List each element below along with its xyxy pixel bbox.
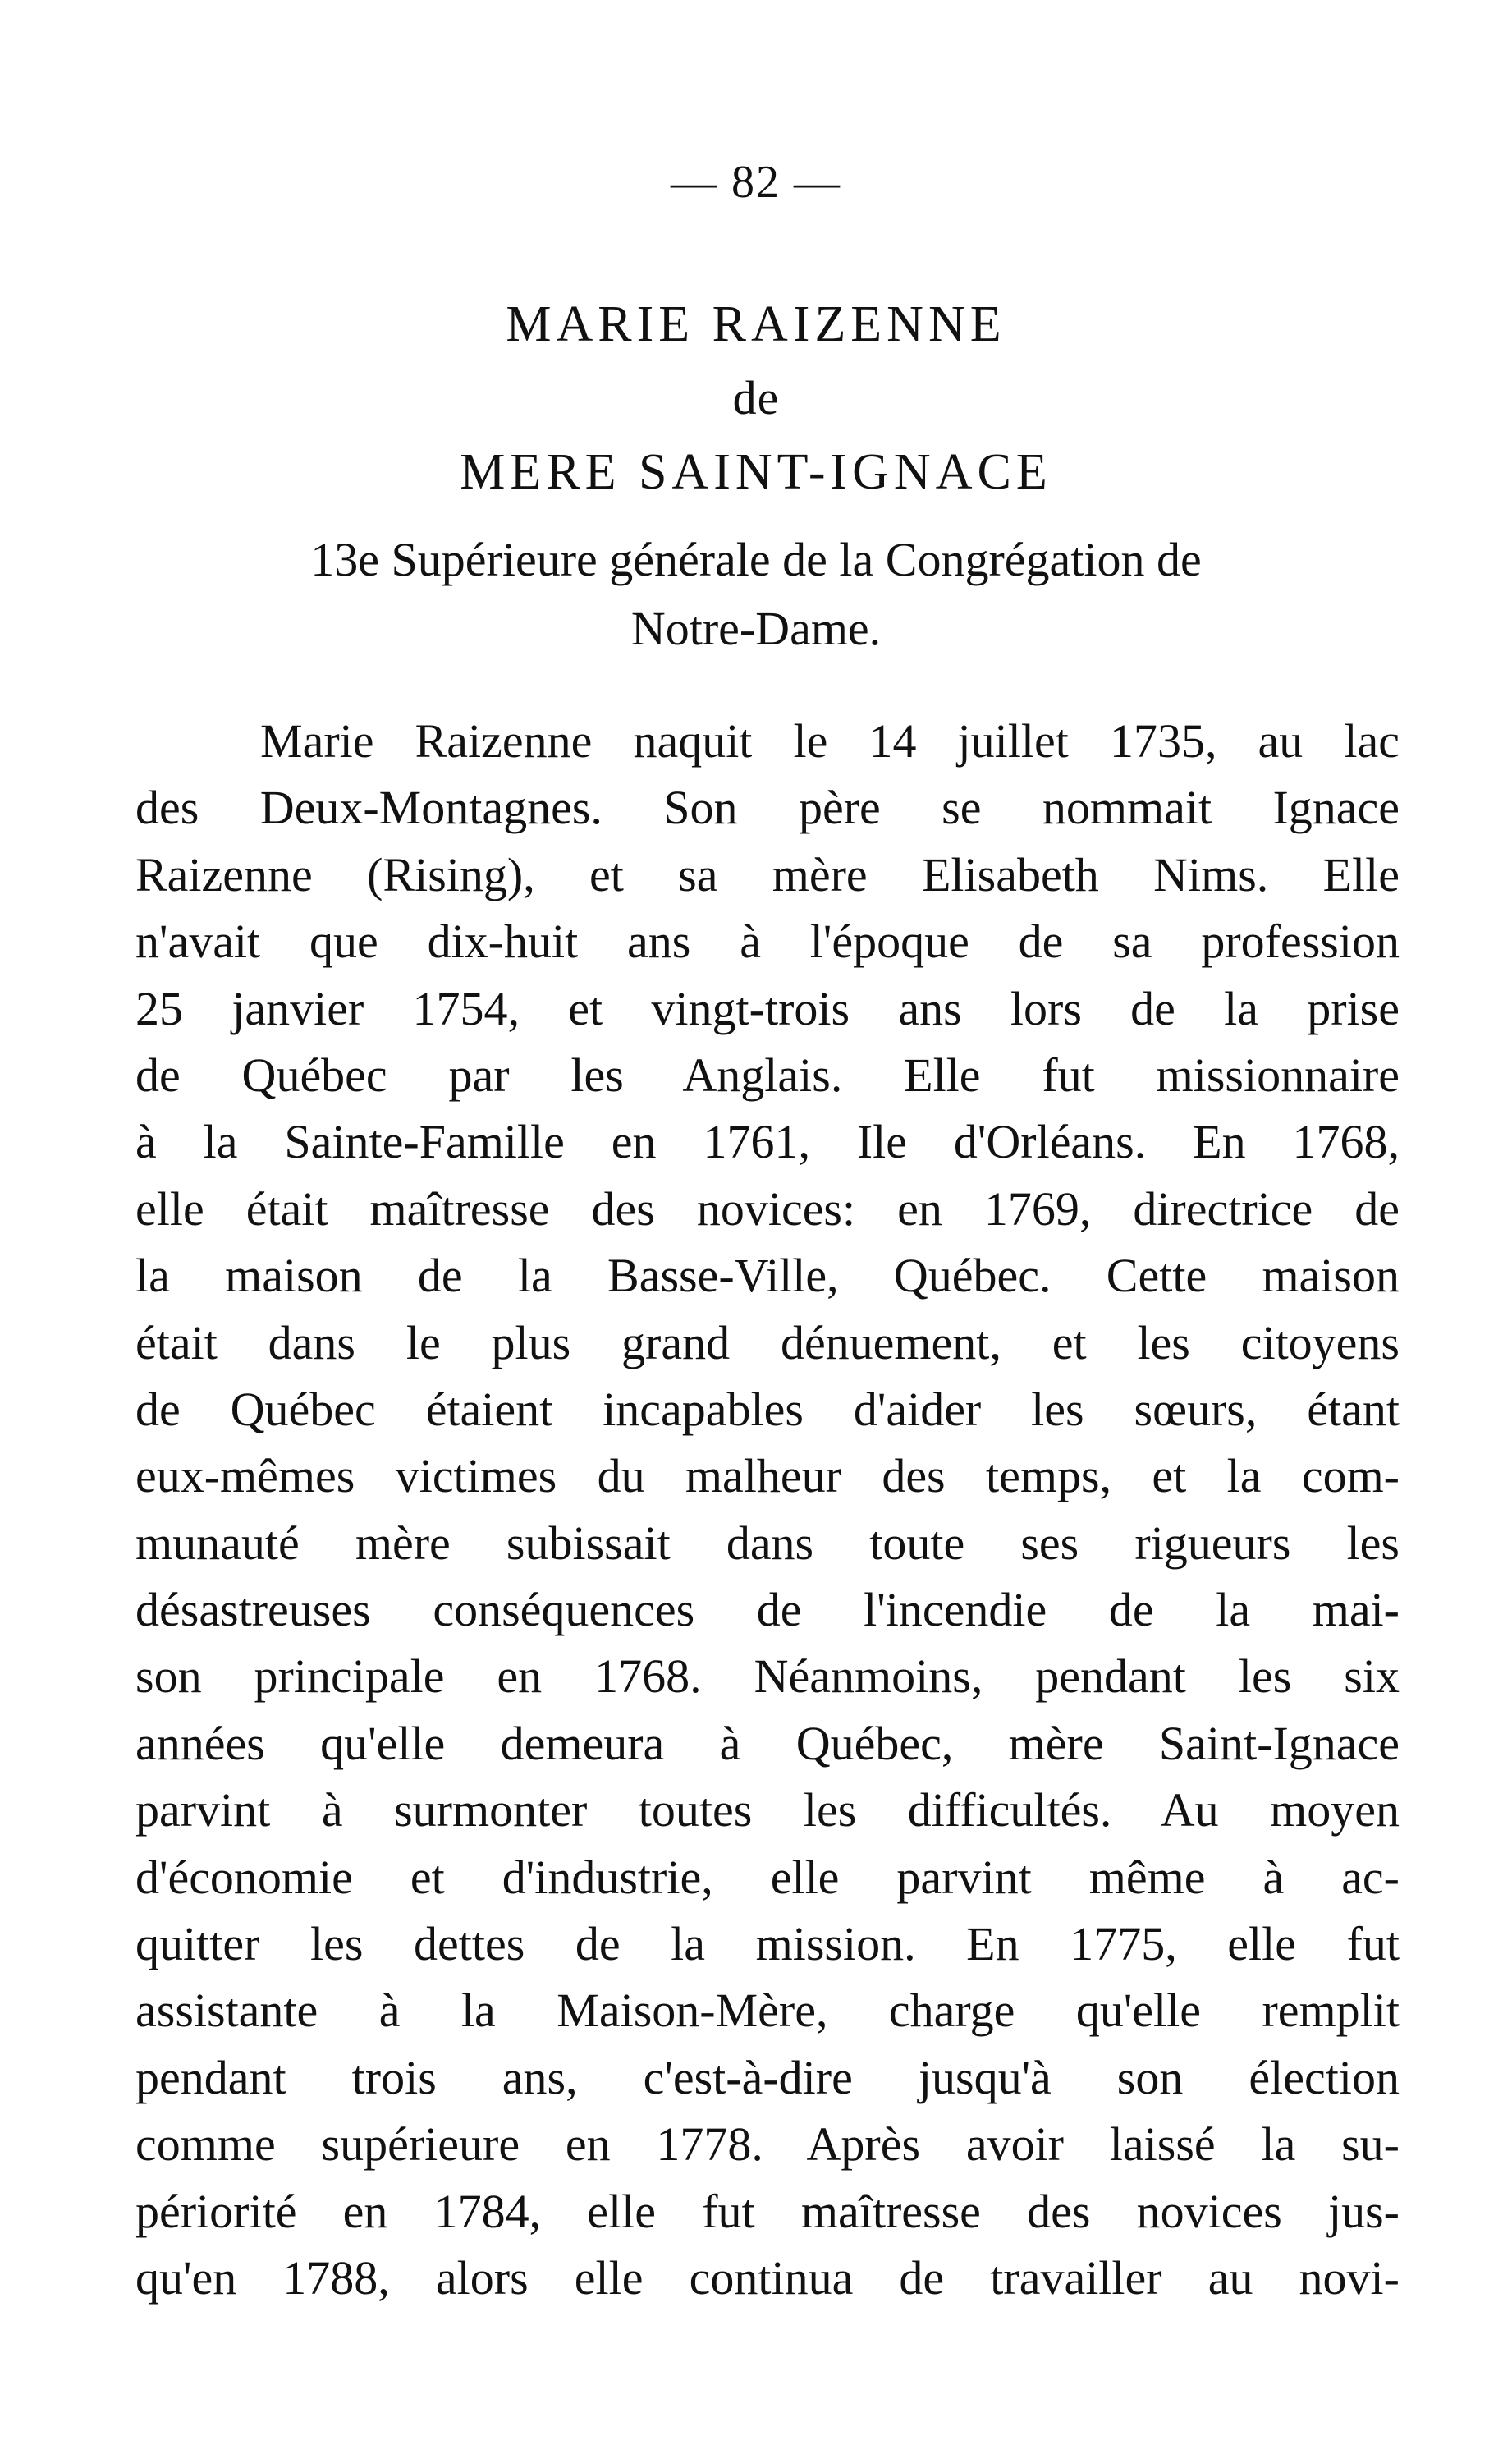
text-line: pendant trois ans, c'est-à-dire jusqu'à son élection bbox=[135, 2050, 1400, 2104]
subtitle-line-2: Notre-Dame. bbox=[630, 602, 882, 655]
subtitle-line-1: 13e Supérieure générale de la Congrégation de bbox=[310, 533, 1202, 586]
text-line: comme supérieure en 1778. Après avoir laissé la su- bbox=[135, 2117, 1400, 2172]
text-line: Raizenne (Rising), et sa mère Elisabeth Nims. Elle bbox=[135, 847, 1400, 901]
title-connector: de bbox=[732, 371, 780, 424]
chapter-title bbox=[0, 287, 1512, 509]
text-line: des Deux-Montagnes. Son père se nommait Ignace bbox=[135, 781, 1400, 835]
text-line: 25 janvier 1754, et vingt-trois ans lors de la prise bbox=[135, 981, 1400, 1035]
text-line: parvint à surmonter toutes les difficultés. Au moyen bbox=[135, 1783, 1400, 1837]
text-line: à la Sainte-Famille en 1761, Ile d'Orléans. En 1768, bbox=[135, 1115, 1400, 1169]
text-line: la maison de la Basse-Ville, Québec. Cette maison bbox=[135, 1249, 1400, 1303]
text-line: années qu'elle demeura à Québec, mère Saint-Ignace bbox=[135, 1716, 1400, 1770]
chapter-subtitle bbox=[0, 525, 1512, 663]
text-line: désastreuses conséquences de l'incendie de la mai- bbox=[135, 1583, 1400, 1637]
text-line: périorité en 1784, elle fut maîtresse des novices jus- bbox=[135, 2184, 1400, 2238]
text-line: munauté mère subissait dans toute ses rigueurs les bbox=[135, 1516, 1400, 1570]
text-line: assistante à la Maison-Mère, charge qu'elle remplit bbox=[135, 1984, 1400, 2038]
page-number: — 82 — bbox=[671, 157, 841, 208]
text-line: elle était maîtresse des novices: en 1769, directrice de bbox=[135, 1181, 1400, 1236]
text-line: qu'en 1788, alors elle continua de travailler au novi- bbox=[135, 2250, 1400, 2305]
body-paragraph bbox=[135, 708, 1400, 2311]
title-name: MARIE RAIZENNE bbox=[506, 296, 1006, 352]
text-line: d'économie et d'industrie, elle parvint même à ac- bbox=[135, 1850, 1400, 1904]
text-line: de Québec par les Anglais. Elle fut missionnaire bbox=[135, 1048, 1400, 1102]
title-religious-name: MERE SAINT-IGNACE bbox=[460, 444, 1052, 500]
text-line: de Québec étaient incapables d'aider les sœurs, étant bbox=[135, 1382, 1400, 1436]
text-line: Marie Raizenne naquit le 14 juillet 1735, au lac bbox=[260, 714, 1400, 768]
text-line: était dans le plus grand dénuement, et les citoyens bbox=[135, 1315, 1400, 1369]
text-line: quitter les dettes de la mission. En 1775, elle fut bbox=[135, 1917, 1400, 1971]
text-line: son principale en 1768. Néanmoins, pendant les six bbox=[135, 1649, 1400, 1704]
text-line: n'avait que dix-huit ans à l'époque de sa profession bbox=[135, 915, 1400, 969]
text-line: eux-mêmes victimes du malheur des temps, et la com- bbox=[135, 1449, 1400, 1503]
